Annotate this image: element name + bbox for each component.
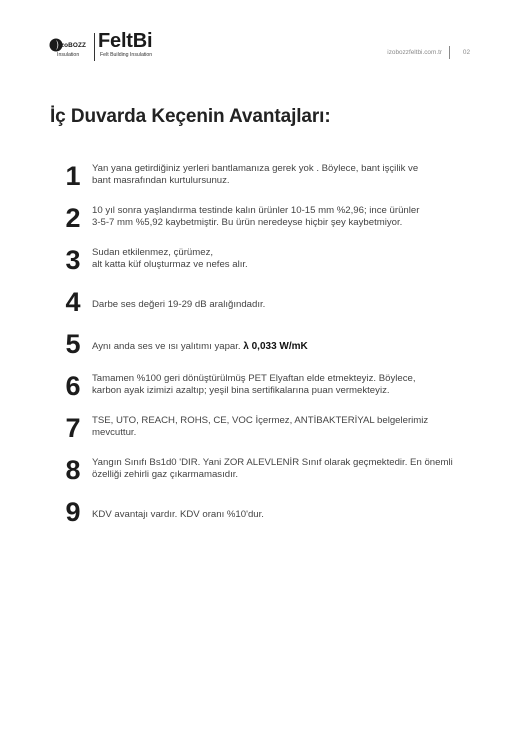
website-url[interactable]: izobozzfeltbi.com.tr [387,49,442,56]
thermal-conductivity-value: λ 0,033 W/mK [243,341,308,352]
header-divider [449,46,450,59]
item-text-line: KDV avantajı vardır. KDV oranı %10'dur. [92,509,264,520]
item-text-line: alt katta küf oluşturmaz ve nefes alır. [92,259,248,270]
item-text [92,299,460,311]
item-text [92,341,460,353]
list-item [60,372,460,406]
item-text [92,415,460,439]
list-item [60,414,460,448]
item-text-line: Yan yana getirdiğiniz yerleri bantlamanıza gerek yok . Böylece, bant işçilik ve [92,163,419,174]
izobozz-sub: Insulation [57,52,80,58]
item-text-line: 10 yıl sonra yaşlandırma testinde kalın ürünler 10-15 mm %2,96; ince ürünler [92,205,420,216]
item-number: 5 [65,329,81,359]
item-number: 8 [65,455,81,485]
item-text-line: TSE, UTO, REACH, ROHS, CE, VOC İçermez, ANTİBAKTERİYAL belgelerimiz [92,415,429,426]
list-item [60,498,460,532]
item-text [92,247,460,271]
item-text [92,163,460,187]
list-item [60,246,460,280]
item-text [92,509,460,521]
page-title: İç Duvarda Keçenin Avantajları: [50,106,331,127]
item-text-line: 3-5-7 mm %5,92 kaybetmiştir. Bu ürün neredeyse hiçbir şey kaybetmiyor. [92,217,403,228]
page-number: 02 [462,49,470,56]
item-text-line: Darbe ses değeri 19-29 dB aralığındadır. [92,299,266,310]
logo-divider [94,33,95,61]
item-text-line: mevcuttur. [92,427,137,438]
item-text-line: Sudan etkilenmez, çürümez, [92,247,214,258]
izobozz-name: izoBOZZ [59,42,86,49]
item-text-line: karbon ayak izimizi azaltıp; yeşil bina sertifikalarına puan vermekteyiz. [92,385,390,396]
feltbi-sub: Felt Building Insulation [100,52,153,58]
item-text-line: Yangın Sınıfı Bs1d0 'DIR. Yani ZOR ALEVLENİR Sınıf olarak geçmektedir. En önemli [92,457,453,468]
item-number: 3 [65,245,81,275]
item-number: 6 [65,371,81,401]
item-number: 4 [65,287,81,317]
item-number: 9 [65,497,81,527]
item-text-line: bant masrafından kurtulursunuz. [92,175,230,186]
list-item [60,204,460,238]
list-item [60,288,460,322]
item-text [92,457,460,481]
item-number: 7 [65,413,81,443]
list-item [60,162,460,196]
item-text-line: Tamamen %100 geri dönüştürülmüş PET Elyaftan elde etmekteyiz. Böylece, [92,373,416,384]
feltbi-logo: FeltBi [98,30,153,52]
item-text [92,205,460,229]
page-header [46,32,470,64]
list-item [60,330,460,364]
list-item [60,456,460,490]
izobozz-logo [46,34,92,60]
item-text-line: Aynı anda ses ve ısı yalıtımı yapar. [92,341,241,352]
item-text [92,373,460,397]
item-number: 2 [65,203,81,233]
item-text-line: özelliği zehirli gaz çıkarmamasıdır. [92,469,239,480]
item-number: 1 [65,161,81,191]
